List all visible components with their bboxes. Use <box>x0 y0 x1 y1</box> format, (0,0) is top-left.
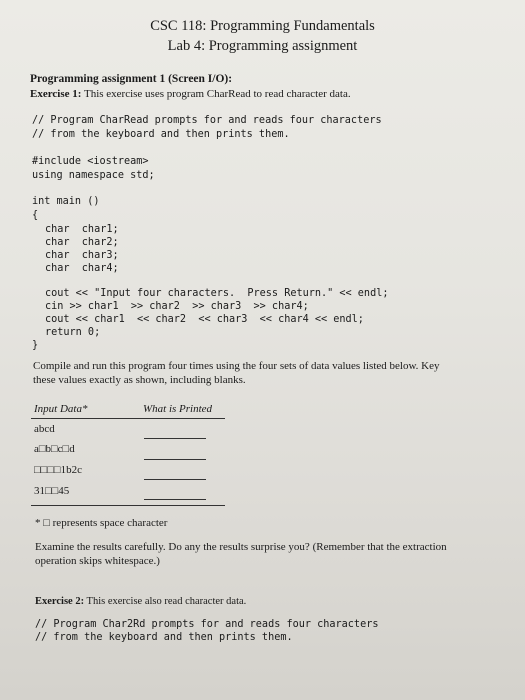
code-decl: char char2; <box>45 237 119 248</box>
code-statement: cin >> char1 >> char2 >> char3 >> char4; <box>45 301 309 312</box>
answer-blank <box>144 438 206 439</box>
code-main: int main () <box>32 196 100 207</box>
footnote: * □ represents space character <box>35 517 168 529</box>
code-comment: // from the keyboard and then prints them. <box>35 632 293 643</box>
code-statement: cout << char1 << char2 << char3 << char4 << endl; <box>45 314 364 325</box>
code-statement: return 0; <box>45 327 101 338</box>
exercise2-text: This exercise also read character data. <box>84 596 247 607</box>
code-statement: cout << "Input four characters. Press Return." << endl; <box>45 288 389 299</box>
lab-title: Lab 4: Programming assignment <box>167 38 358 54</box>
exercise2-label: Exercise 2: <box>35 596 85 607</box>
table-row: 31□□45 <box>34 485 70 497</box>
exercise2-line <box>35 596 246 607</box>
code-include: #include <iostream> <box>32 156 149 167</box>
code-decl: char char3; <box>45 250 119 261</box>
code-comment: // Program Char2Rd prompts for and reads four characters <box>35 619 379 630</box>
code-using: using namespace std; <box>32 170 155 181</box>
exercise1-line <box>30 88 351 100</box>
answer-blank <box>144 499 206 500</box>
table-row: abcd <box>34 423 55 435</box>
code-comment: // from the keyboard and then prints them. <box>32 129 290 140</box>
course-title: CSC 118: Programming Fundamentals <box>150 18 375 34</box>
table-header-input: Input Data* <box>34 403 88 415</box>
answer-blank <box>144 459 206 460</box>
code-brace: } <box>32 340 39 351</box>
examine-text: Examine the results carefully. Do any the results surprise you? (Remember that the extraction <box>35 541 447 553</box>
table-row: □□□□1b2c <box>34 464 82 476</box>
exercise1-label: Exercise 1: <box>30 88 82 100</box>
code-decl: char char4; <box>45 263 119 274</box>
table-header-rule <box>31 418 225 419</box>
table-bottom-rule <box>31 505 225 506</box>
examine-text: operation skips whitespace.) <box>35 555 160 567</box>
instruction-text: these values exactly as shown, including blanks. <box>33 374 246 386</box>
answer-blank <box>144 479 206 480</box>
code-brace: { <box>32 210 39 221</box>
code-decl: char char1; <box>45 224 119 235</box>
instruction-text: Compile and run this program four times using the four sets of data values listed below. Key <box>33 360 440 372</box>
assignment-heading: Programming assignment 1 (Screen I/O): <box>30 73 233 85</box>
table-header-printed: What is Printed <box>143 403 213 415</box>
table-row: a□b□c□d <box>34 443 75 455</box>
exercise1-text: This exercise uses program CharRead to read character data. <box>81 88 351 100</box>
code-comment: // Program CharRead prompts for and reads four characters <box>32 115 382 126</box>
